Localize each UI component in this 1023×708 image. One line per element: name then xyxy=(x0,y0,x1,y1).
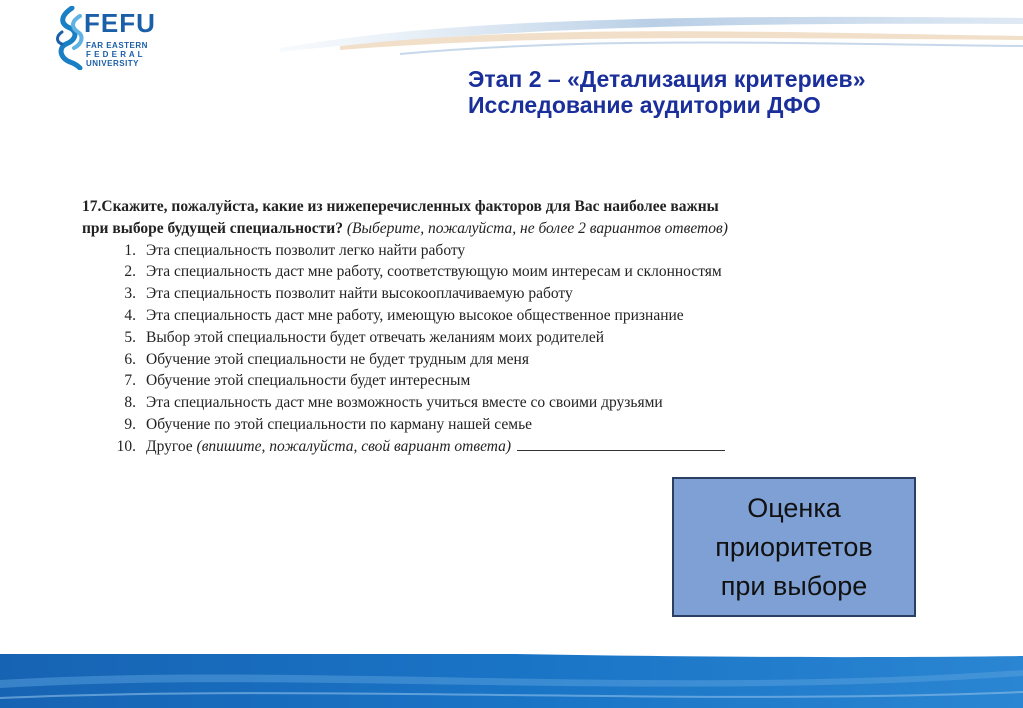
option-number: 2. xyxy=(124,263,136,281)
logo-line-1: FAR EASTERN xyxy=(86,41,148,50)
option-text: Эта специальность позволит легко найти работу xyxy=(146,241,466,259)
list-item xyxy=(82,414,892,436)
callout-line-1: Оценка xyxy=(747,492,841,523)
list-item xyxy=(82,327,892,349)
logo-line-2: F E D E R A L xyxy=(86,50,144,59)
answer-options-list xyxy=(82,240,892,458)
survey-question xyxy=(82,196,892,458)
question-heading-line-1: 17.Скажите, пожалуйста, какие из нижеперечисленных факторов для Вас наиболее важны xyxy=(82,198,719,215)
question-hint: (Выберите, пожалуйста, не более 2 вариантов ответов) xyxy=(346,219,728,237)
logo-line-3: UNIVERSITY xyxy=(86,59,140,68)
logo-brand: FEFU xyxy=(84,8,156,38)
option-text: Эта специальность даст мне возможность учиться вместе со своими друзьями xyxy=(146,394,663,412)
option-number: 7. xyxy=(124,372,136,390)
list-item xyxy=(82,261,892,283)
option-text: Эта специальность даст мне работу, имеющую высокое общественное признание xyxy=(146,306,684,324)
option-text: Эта специальность даст мне работу, соответствующую моим интересам и склонностям xyxy=(146,263,722,281)
option-other-text: Другое xyxy=(146,437,193,455)
option-number: 4. xyxy=(124,306,136,324)
option-text: Обучение этой специальности не будет трудным для меня xyxy=(146,350,529,368)
list-item xyxy=(82,370,892,392)
list-item xyxy=(82,283,892,305)
question-heading-text: при выборе будущей специальности? xyxy=(82,219,343,237)
question-heading-line-2 xyxy=(82,218,892,240)
option-number: 5. xyxy=(124,328,136,346)
option-number: 10. xyxy=(116,437,136,455)
footer-wave-decoration xyxy=(0,640,1023,708)
callout-line-3: при выборе xyxy=(720,570,868,601)
fefu-wave-emblem-icon xyxy=(54,6,88,70)
title-line-1: Этап 2 – «Детализация критериев» xyxy=(468,66,866,92)
option-text: Обучение этой специальности будет интересным xyxy=(146,372,471,390)
option-text: Эта специальность позволит найти высокооплачиваемую работу xyxy=(146,285,573,303)
title-line-2: Исследование аудитории ДФО xyxy=(468,92,821,118)
priority-callout-box xyxy=(672,477,916,617)
option-number: 8. xyxy=(124,394,136,412)
callout-line-2: приоритетов xyxy=(715,531,873,562)
option-number: 3. xyxy=(124,285,136,303)
list-item xyxy=(82,240,892,262)
list-item xyxy=(82,392,892,414)
option-text: Обучение по этой специальности по карману нашей семье xyxy=(146,415,533,433)
option-number: 9. xyxy=(124,415,136,433)
fefu-logo xyxy=(54,6,184,70)
option-other-hint: (впишите, пожалуйста, свой вариант ответа) xyxy=(196,437,512,455)
option-number: 1. xyxy=(124,241,136,259)
slide-title xyxy=(468,66,866,118)
list-item xyxy=(82,349,892,371)
option-number: 6. xyxy=(124,350,136,368)
option-text: Выбор этой специальности будет отвечать желаниям моих родителей xyxy=(146,328,605,346)
top-swoosh-decoration xyxy=(280,10,1023,60)
list-item-other xyxy=(82,436,892,458)
write-in-blank-line xyxy=(517,436,725,451)
list-item xyxy=(82,305,892,327)
